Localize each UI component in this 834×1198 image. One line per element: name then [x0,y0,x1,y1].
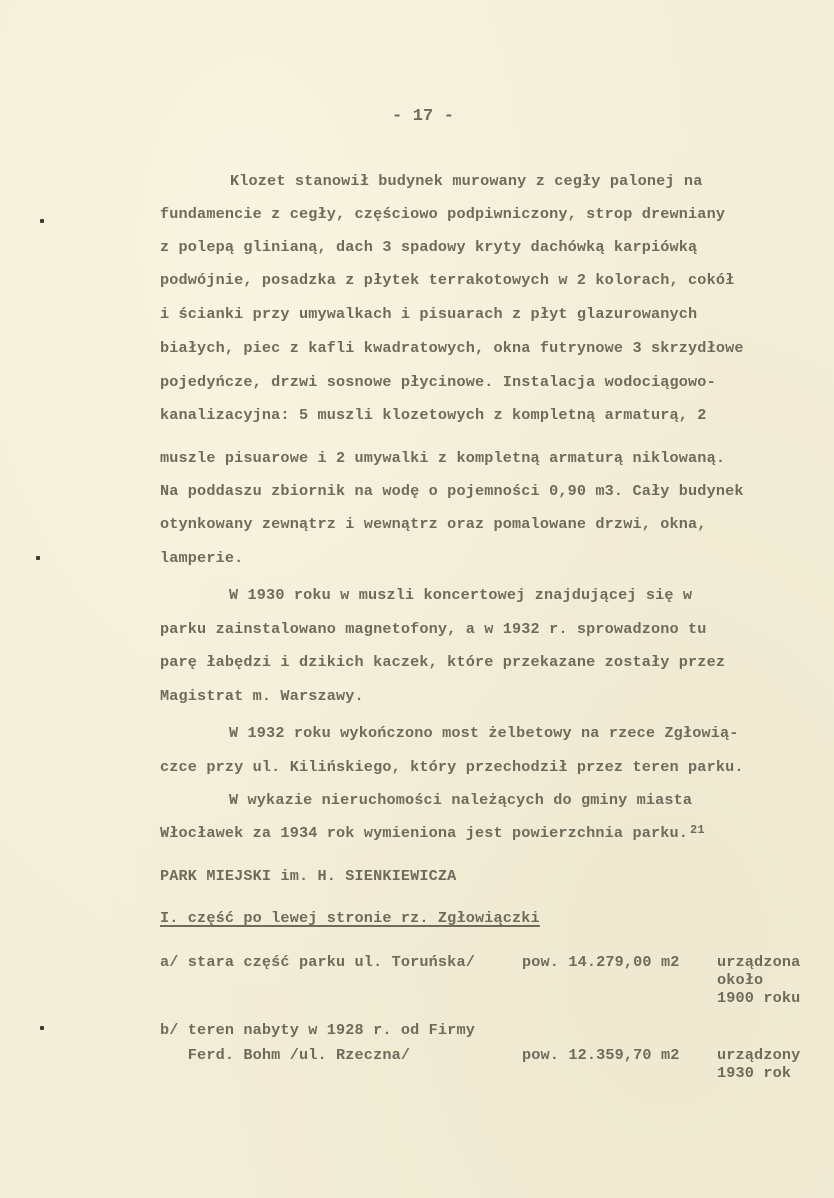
item-note: 1900 roku [717,989,801,1007]
item-description: b/ teren nabyty w 1928 r. od Firmy [160,1021,475,1039]
item-area: pow. 12.359,70 m2 [522,1046,680,1064]
footnote-marker: 21 [690,823,705,837]
text-line [160,823,705,844]
text-line: W wykazie nieruchomości należących do gminy miasta [229,791,693,809]
text-line: muszle pisuarowe i 2 umywalki z kompletną armaturą niklowaną. [160,449,726,467]
text-line: lamperie. [160,549,244,567]
text-line-content: Włocławek za 1934 rok wymieniona jest powierzchnia parku. [160,824,689,842]
text-line: podwójnie, posadzka z płytek terrakotowych w 2 kolorach, cokół [160,271,735,289]
margin-dot-2 [36,556,40,560]
text-line: parku zainstalowano magnetofony, a w 1932 r. sprowadzono tu [160,620,707,638]
text-line: W 1932 roku wykończono most żelbetowy na rzece Zgłowią- [229,724,739,742]
text-line: parę łabędzi i dzikich kaczek, które przekazane zostały przez [160,653,726,671]
item-note: około [717,971,764,989]
section-heading: I. część po lewej stronie rz. Zgłowiączki [160,909,540,927]
text-line: pojedyńcze, drzwi sosnowe płycinowe. Instalacja wodociągowo- [160,373,716,391]
text-line: otynkowany zewnątrz i wewnątrz oraz pomalowane drzwi, okna, [160,515,707,533]
item-description: Ferd. Bohm /ul. Rzeczna/ [160,1046,411,1064]
margin-dot-1 [40,219,44,223]
park-heading: PARK MIEJSKI im. H. SIENKIEWICZA [160,867,457,885]
margin-dot-3 [40,1026,44,1030]
item-description: a/ stara część parku ul. Toruńska/ [160,953,475,971]
item-note: 1930 rok [717,1064,792,1082]
page-number: - 17 - [392,107,455,126]
item-note: urządzona [717,953,801,971]
text-line: kanalizacyjna: 5 muszli klozetowych z kompletną armaturą, 2 [160,406,707,424]
text-line: białych, piec z kafli kwadratowych, okna futrynowe 3 skrzydłowe [160,339,744,357]
text-line: W 1930 roku w muszli koncertowej znajdującej się w [229,586,693,604]
text-line: Klozet stanowił budynek murowany z cegły palonej na [230,172,703,190]
text-line: fundamencie z cegły, częściowo podpiwniczony, strop drewniany [160,205,726,223]
item-area: pow. 14.279,00 m2 [522,953,680,971]
text-line: czce przy ul. Kilińskiego, który przechodził przez teren parku. [160,758,744,776]
text-line: Magistrat m. Warszawy. [160,687,364,705]
text-line: Na poddaszu zbiornik na wodę o pojemności 0,90 m3. Cały budynek [160,482,744,500]
item-note: urządzony [717,1046,801,1064]
text-line: z polepą glinianą, dach 3 spadowy kryty dachówką karpiówką [160,238,698,256]
text-line: i ścianki przy umywalkach i pisuarach z płyt glazurowanych [160,305,698,323]
